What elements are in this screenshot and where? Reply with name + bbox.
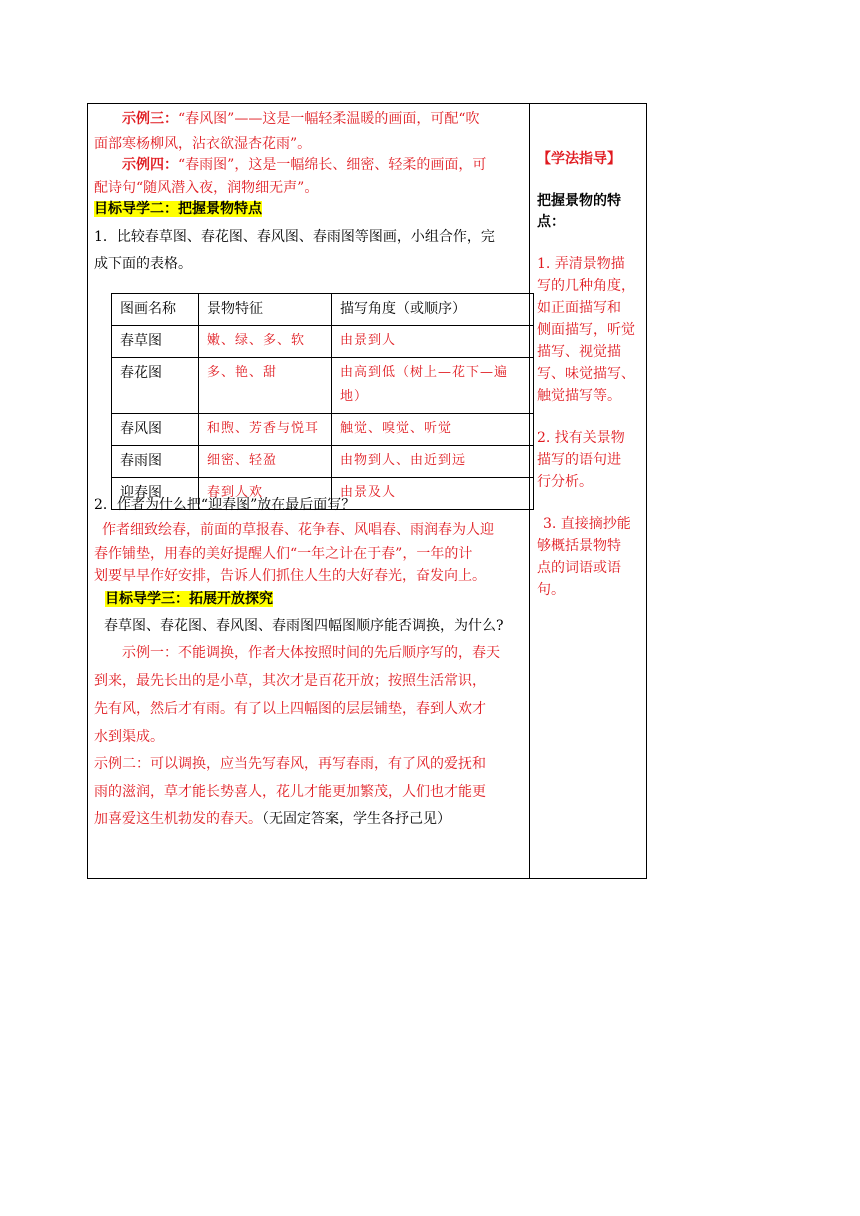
table-cell: 触觉、嗅觉、听觉 xyxy=(332,414,534,446)
guidance-point3: 3. 直接摘抄能 xyxy=(543,516,631,532)
goal3-heading: 目标导学三：拓展开放探究 xyxy=(105,591,273,607)
guidance-point3: 点的词语或语 xyxy=(537,560,621,576)
table-row xyxy=(112,414,534,446)
lesson-table xyxy=(87,103,647,879)
table-cell: 由物到人、由近到远 xyxy=(332,446,534,478)
table-cell: 由景到人 xyxy=(332,326,534,358)
answer3-line1: 示例一：不能调换，作者大体按照时间的先后顺序写的，春天 xyxy=(122,645,500,661)
question1-line2: 成下面的表格。 xyxy=(94,256,192,272)
table-row xyxy=(112,358,534,414)
question1-line1: 1．比较春草图、春花图、春风图、春雨图等图画，小组合作，完 xyxy=(94,229,495,245)
guidance-point1: 写的几种角度， xyxy=(537,278,635,294)
table-cell: 春草图 xyxy=(112,326,199,358)
table-cell: 春花图 xyxy=(112,358,199,414)
table-row xyxy=(112,446,534,478)
table-row xyxy=(112,326,534,358)
guidance-subheading-line1: 把握景物的特 xyxy=(537,193,621,209)
answer2-line1: 作者细致绘春，前面的草报春、花争春、风唱春、雨润春为人迎 xyxy=(102,522,494,538)
scene-comparison-table xyxy=(111,293,534,510)
guidance-point1: 写、味觉描写、 xyxy=(537,366,635,382)
answer2-line2: 春作铺垫，用春的美好提醒人们“一年之计在于春”，一年的计 xyxy=(94,546,473,562)
table-cell: 春雨图 xyxy=(112,446,199,478)
guidance-subheading-line2: 点： xyxy=(537,214,565,230)
table-header-row xyxy=(112,294,534,326)
answer3b-line2: 雨的滋润，草才能长势喜人，花儿才能更加繁茂，人们也才能更 xyxy=(94,784,486,800)
guidance-point1: 1. 弄清景物描 xyxy=(537,256,625,272)
question2: 2．作者为什么把“迎春图”放在最后面写？ xyxy=(94,497,356,513)
table-cell: 由景及人 xyxy=(332,478,534,510)
table-cell: 嫩、绿、多、软 xyxy=(199,326,332,358)
table-header: 描写角度（或顺序） xyxy=(332,294,534,326)
example3-line2: 面部寒杨柳风，沾衣欲湿杏花雨”。 xyxy=(94,136,312,152)
guidance-point1: 侧面描写，听觉 xyxy=(537,322,635,338)
table-cell: 春到人欢 xyxy=(199,478,332,510)
table-cell: 由高到低（树上—花下—遍地） xyxy=(332,358,534,414)
guidance-point3: 够概括景物特 xyxy=(537,538,621,554)
example4-line1: 示例四：“春雨图”，这是一幅绵长、细密、轻柔的画面，可 xyxy=(122,157,487,173)
goal2-heading: 目标导学二：把握景物特点 xyxy=(94,201,262,217)
table-header: 景物特征 xyxy=(199,294,332,326)
answer3-line2: 到来，最先长出的是小草，其次才是百花开放；按照生活常识， xyxy=(94,673,486,689)
guidance-point2: 2. 找有关景物 xyxy=(537,430,625,446)
answer3-line3: 先有风，然后才有雨。有了以上四幅图的层层铺垫，春到人欢才 xyxy=(94,701,486,717)
example3-line1: 示例三：“春风图”——这是一幅轻柔温暖的画面，可配“吹 xyxy=(122,111,480,127)
table-cell: 迎春图 xyxy=(112,478,199,510)
guidance-heading: 【学法指导】 xyxy=(537,151,621,167)
question3: 春草图、春花图、春风图、春雨图四幅图顺序能否调换，为什么? xyxy=(104,618,504,634)
guidance-point2: 描写的语句进 xyxy=(537,452,621,468)
answer3b-line1: 示例二：可以调换，应当先写春风，再写春雨，有了风的爱抚和 xyxy=(94,756,486,772)
answer3-line4: 水到渠成。 xyxy=(94,729,164,745)
answer3b-line3: 加喜爱这生机勃发的春天。（无固定答案，学生各抒己见） xyxy=(94,811,451,827)
guidance-point1: 描写、视觉描 xyxy=(537,344,621,360)
table-cell: 多、艳、甜 xyxy=(199,358,332,414)
guidance-point2: 行分析。 xyxy=(537,474,593,490)
guidance-point3: 句。 xyxy=(537,582,565,598)
table-header: 图画名称 xyxy=(112,294,199,326)
table-cell: 细密、轻盈 xyxy=(199,446,332,478)
table-cell: 春风图 xyxy=(112,414,199,446)
table-cell: 和煦、芳香与悦耳 xyxy=(199,414,332,446)
answer2-line3: 划要早早作好安排，告诉人们抓住人生的大好春光，奋发向上。 xyxy=(94,568,486,584)
guidance-point1: 如正面描写和 xyxy=(537,300,621,316)
guidance-point1: 触觉描写等。 xyxy=(537,388,621,404)
example4-line2: 配诗句“随风潜入夜，润物细无声”。 xyxy=(94,180,319,196)
